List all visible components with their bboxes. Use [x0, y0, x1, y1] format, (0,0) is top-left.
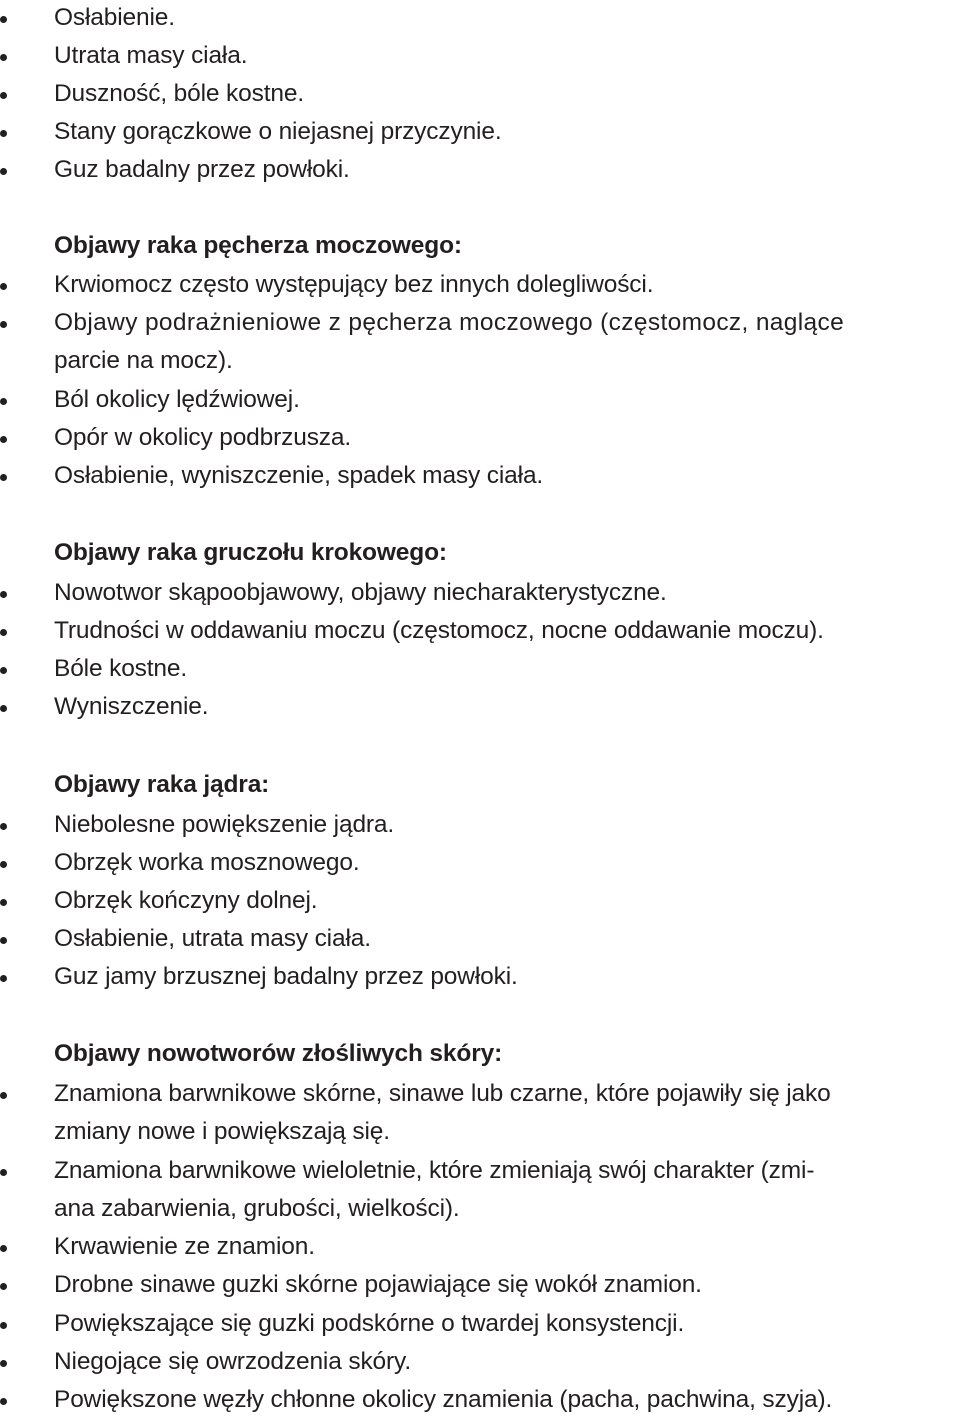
list-item: Drobne sinawe guzki skórne pojawiające się wokół znamion. — [54, 1271, 702, 1298]
bullet-icon — [0, 1398, 7, 1405]
bullet-icon — [0, 130, 7, 137]
list-item: Osłabienie, utrata masy ciała. — [54, 925, 371, 952]
bullet-icon — [0, 861, 7, 868]
section-heading: Objawy raka gruczołu krokowego: — [54, 539, 447, 566]
section-heading: Objawy raka jądra: — [54, 771, 270, 798]
list-item: Stany gorączkowe o niejasnej przyczynie. — [54, 118, 502, 145]
list-item-continuation: ana zabarwienia, grubości, wielkości). — [54, 1195, 460, 1222]
list-item: Obrzęk worka mosznowego. — [54, 849, 360, 876]
section-heading: Objawy nowotworów złośliwych skóry: — [54, 1040, 503, 1067]
list-item: Objawy podrażnieniowe z pęcherza moczowego (częstomocz, naglące — [54, 309, 845, 336]
list-item: Osłabienie. — [54, 4, 175, 31]
bullet-icon — [0, 1092, 7, 1099]
list-item: Krwiomocz często występujący bez innych dolegliwości. — [54, 271, 654, 298]
list-item: Osłabienie, wyniszczenie, spadek masy ciała. — [54, 462, 544, 489]
bullet-icon — [0, 1169, 7, 1176]
list-item-continuation: parcie na mocz). — [54, 347, 233, 374]
bullet-icon — [0, 823, 7, 830]
list-item: Powiększone węzły chłonne okolicy znamienia (pacha, pachwina, szyja). — [54, 1386, 833, 1413]
list-item: Znamiona barwnikowe wieloletnie, które zmieniają swój charakter (zmi- — [54, 1157, 815, 1184]
bullet-icon — [0, 1283, 7, 1290]
bullet-icon — [0, 321, 7, 328]
list-item: Krwawienie ze znamion. — [54, 1233, 315, 1260]
list-item-continuation: zmiany nowe i powiększają się. — [54, 1118, 390, 1145]
list-item: Niebolesne powiększenie jądra. — [54, 811, 395, 838]
list-item: Niegojące się owrzodzenia skóry. — [54, 1348, 411, 1375]
bullet-icon — [0, 1360, 7, 1367]
bullet-icon — [0, 591, 7, 598]
bullet-icon — [0, 16, 7, 23]
section-heading: Objawy raka pęcherza moczowego: — [54, 232, 462, 259]
list-item: Ból okolicy lędźwiowej. — [54, 386, 300, 413]
bullet-icon — [0, 629, 7, 636]
bullet-icon — [0, 1322, 7, 1329]
list-item: Utrata masy ciała. — [54, 42, 248, 69]
list-item: Obrzęk kończyny dolnej. — [54, 887, 318, 914]
list-item: Powiększające się guzki podskórne o twardej konsystencji. — [54, 1310, 685, 1337]
bullet-icon — [0, 705, 7, 712]
bullet-icon — [0, 168, 7, 175]
list-item: Guz badalny przez powłoki. — [54, 156, 350, 183]
list-item: Znamiona barwnikowe skórne, sinawe lub czarne, które pojawiły się jako — [54, 1080, 831, 1107]
bullet-icon — [0, 937, 7, 944]
bullet-icon — [0, 54, 7, 61]
bullet-icon — [0, 975, 7, 982]
list-item: Guz jamy brzusznej badalny przez powłoki. — [54, 963, 518, 990]
bullet-icon — [0, 474, 7, 481]
bullet-icon — [0, 398, 7, 405]
list-item: Opór w okolicy podbrzusza. — [54, 424, 352, 451]
list-item: Bóle kostne. — [54, 655, 188, 682]
list-item: Nowotwor skąpoobjawowy, objawy niecharakterystyczne. — [54, 579, 667, 606]
bullet-icon — [0, 436, 7, 443]
list-item: Trudności w oddawaniu moczu (częstomocz, nocne oddawanie moczu). — [54, 617, 824, 644]
bullet-icon — [0, 667, 7, 674]
list-item: Duszność, bóle kostne. — [54, 80, 305, 107]
list-item: Wyniszczenie. — [54, 693, 209, 720]
bullet-icon — [0, 1245, 7, 1252]
bullet-icon — [0, 283, 7, 290]
bullet-icon — [0, 899, 7, 906]
bullet-icon — [0, 92, 7, 99]
